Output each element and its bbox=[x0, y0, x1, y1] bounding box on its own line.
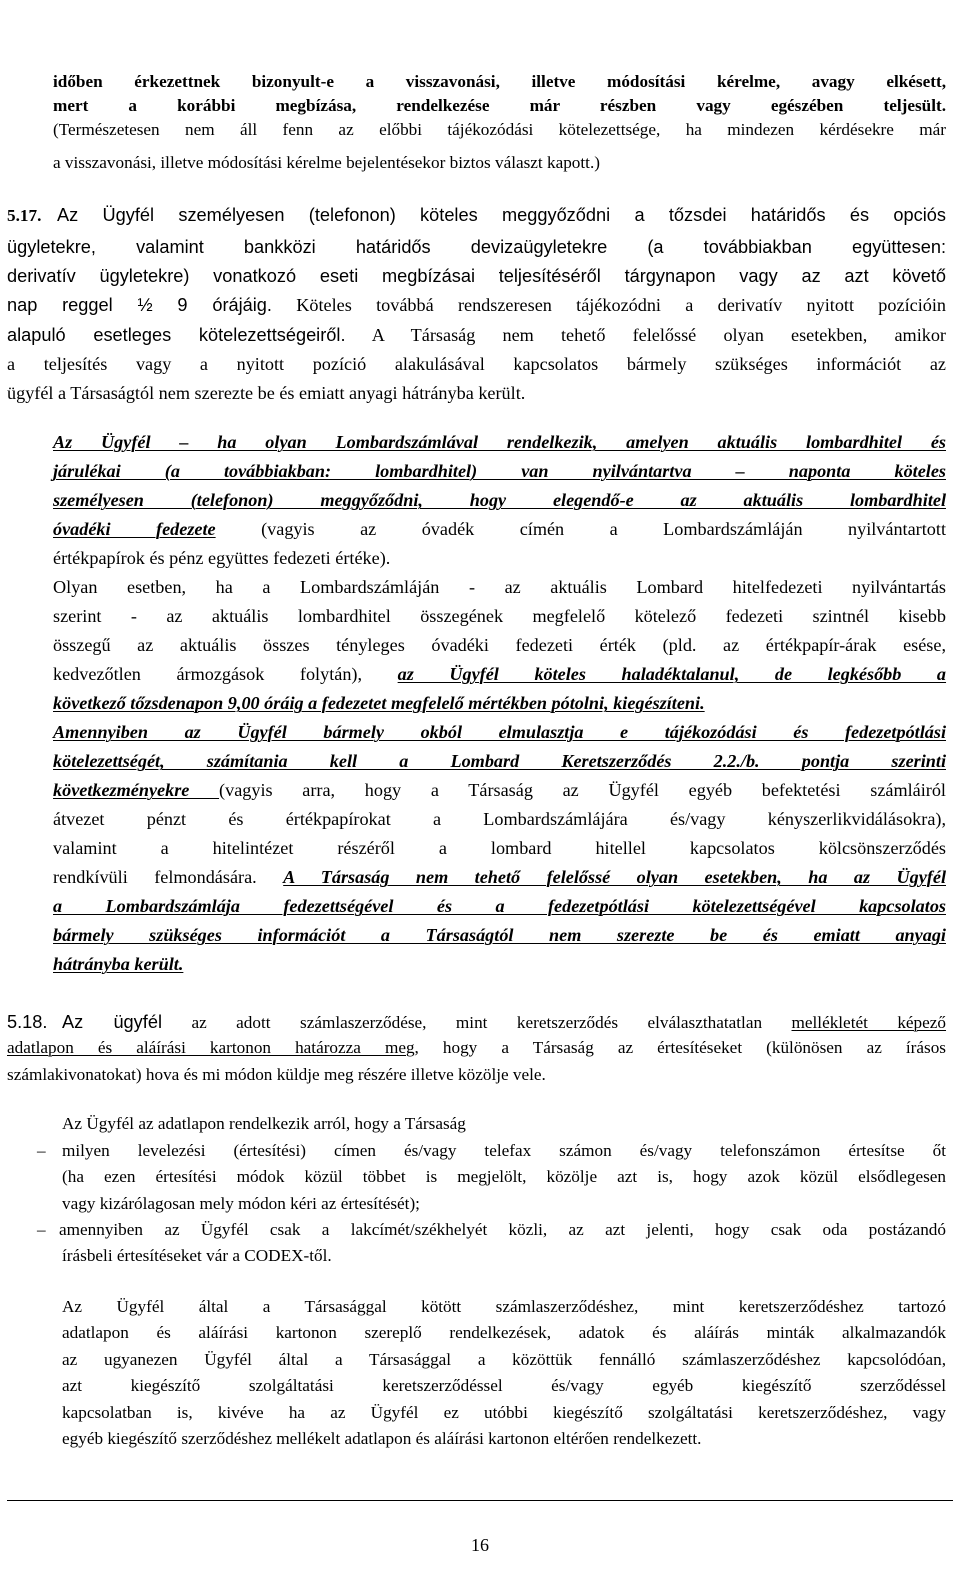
text-line: az ugyanezen Ügyfél által a Társasággal a közöttük fennálló számlaszerződéshez kapcsolódóan, bbox=[62, 1350, 946, 1369]
text-line: bármely szükséges információt a Társaságtól nem szerezte be és emiatt anyagi bbox=[53, 925, 946, 945]
text-line: egyéb kiegészítő szerződéshez mellékelt adatlapon és aláírási kartonon eltérően rendelkezett. bbox=[62, 1429, 702, 1448]
text-line: (Természetesen nem áll fenn az előbbi tájékozódási kötelezettsége, ha mindezen kérdésekre már bbox=[53, 120, 946, 139]
text-line: átvezet pénzt és értékpapírokat a Lombardszámlájára és/vagy kényszerlikvidálásokra), bbox=[53, 809, 946, 829]
list-item-line: vagy kizárólagosan mely módon kéri az értesítését); bbox=[62, 1194, 420, 1213]
text-line: következő tőzsdenapon 9,00 óráig a fedezetet megfelelő mértékben pótolni, kiegészíteni. bbox=[53, 693, 705, 713]
text-line: időben érkezettnek bizonyult-e a visszavonási, illetve módosítási kérelme, avagy elkésett, bbox=[53, 72, 946, 91]
text-line: hátrányba került. bbox=[53, 954, 184, 974]
text-line: azt kiegészítő szolgáltatási keretszerződéssel és/vagy egyéb kiegészítő szerződéssel bbox=[62, 1376, 946, 1395]
text-line: adatlapon és aláírási kartonon határozza meg, hogy a Társaság az értesítéseket (különösen az írásos bbox=[7, 1038, 946, 1057]
bullet-dash: – bbox=[37, 1220, 46, 1239]
text-line: következményekre (vagyis arra, hogy a Társaság az Ügyfél egyéb befektetési számláiról bbox=[53, 780, 946, 800]
text-line: a Lombardszámlája fedezettségével és a fedezetpótlási kötelezettségével kapcsolatos bbox=[53, 896, 946, 916]
text-line: a teljesítés vagy a nyitott pozíció alakulásával kapcsolatos bármely szükséges információt az bbox=[7, 354, 946, 374]
text-line: alapuló esetleges kötelezettségeiről. A Társaság nem tehető felelőssé olyan esetekben, amikor bbox=[7, 325, 946, 345]
text-line: kapcsolatban is, kivéve ha az Ügyfél ez utóbbi kiegészítő szolgáltatási keretszerződéshez, vagy bbox=[62, 1403, 946, 1422]
text-line: a visszavonási, illetve módosítási kérelme bejelentésekor biztos választ kapott.) bbox=[53, 153, 600, 172]
text-line: összegű az aktuális összes tényleges óvadéki fedezeti érték (pld. az értékpapír-árak esése, bbox=[53, 635, 946, 655]
text-line: járulékai (a továbbiakban: lombardhitel) van nyilvántartva – naponta köteles bbox=[53, 461, 946, 481]
text-line: adatlapon és aláírási kartonon szereplő rendelkezések, adatok és aláírás minták alkalmazandók bbox=[62, 1323, 946, 1342]
text-line: mert a korábbi megbízása, rendelkezése már részben vagy egészében teljesült. bbox=[53, 96, 946, 115]
list-item-line: (ha ezen értesítési módok közül többet is megjelölt, közölje azt is, hogy azok közül elsődlegesen bbox=[62, 1167, 946, 1186]
text-line: rendkívüli felmondására. A Társaság nem tehető felelőssé olyan esetekben, ha az Ügyfél bbox=[53, 867, 946, 887]
text-line: óvadéki fedezete (vagyis az óvadék címén a Lombardszámláján nyilvántartott bbox=[53, 519, 946, 539]
text-line: számlakivonatokat) hova és mi módon küldje meg részére illetve közölje vele. bbox=[7, 1065, 546, 1084]
section-number: 5.18. bbox=[7, 1012, 48, 1032]
list-item-line: milyen levelezési (értesítési) címen és/vagy telefax számon és/vagy telefonszámon értesítse őt bbox=[62, 1141, 946, 1160]
text-line: derivatív ügyletekre) vonatkozó eseti megbízásai teljesítéséről tárgynapon vagy az azt követő bbox=[7, 266, 946, 286]
text-line: valamint a hitelintézet részéről a lombard hitellel kapcsolatos kölcsönszerződés bbox=[53, 838, 946, 858]
footer-divider bbox=[7, 1500, 953, 1501]
text-line: Az ügyfél az adott számlaszerződése, mint keretszerződés elválaszthatatlan mellékletét képező bbox=[62, 1012, 947, 1032]
text-line: Az Ügyfél az adatlapon rendelkezik arról, hogy a Társaság bbox=[62, 1114, 466, 1133]
bullet-dash: – bbox=[37, 1141, 46, 1160]
text-line: Amennyiben az Ügyfél bármely okból elmulasztja e tájékozódási és fedezetpótlási bbox=[53, 722, 946, 742]
text-line: Olyan esetben, ha a Lombardszámláján - az aktuális Lombard hitelfedezeti nyilvántartás bbox=[53, 577, 946, 597]
list-item-line: írásbeli értesítéseket vár a CODEX-től. bbox=[62, 1246, 332, 1265]
text-line: kötelezettségét, számítania kell a Lombard Keretszerződés 2.2./b. pontja szerinti bbox=[53, 751, 946, 771]
text-line: szerint - az aktuális lombardhitel összegének megfelelő kötelező fedezeti szintnél kisebb bbox=[53, 606, 946, 626]
text-line: ügyfél a Társaságtól nem szerezte be és emiatt anyagi hátrányba került. bbox=[7, 383, 526, 403]
section-number: 5.17. bbox=[7, 206, 42, 225]
list-item-line: amennyiben az Ügyfél csak a lakcímét/székhelyét közli, az azt jelenti, hogy csak oda postázandó bbox=[59, 1220, 946, 1239]
text-line: Az Ügyfél – ha olyan Lombardszámlával rendelkezik, amelyen aktuális lombardhitel és bbox=[53, 432, 946, 452]
text-line: nap reggel ½ 9 órájáig. Köteles továbbá rendszeresen tájékozódni a derivatív nyitott pozícióin bbox=[7, 295, 946, 315]
text-line: Az Ügyfél által a Társasággal kötött számlaszerződéshez, mint keretszerződéshez tartozó bbox=[62, 1297, 946, 1316]
text-line: értékpapírok és pénz együttes fedezeti értéke). bbox=[53, 548, 391, 568]
text-line: Az Ügyfél személyesen (telefonon) köteles meggyőződni a tőzsdei határidős és opciós bbox=[57, 205, 946, 225]
text-line: ügyletekre, valamint bankközi határidős devizaügyletekre (a továbbiakban együttesen: bbox=[7, 237, 946, 257]
text-line: kedvezőtlen ármozgások folytán), az Ügyfél köteles haladéktalanul, de legkésőbb a bbox=[53, 664, 947, 684]
text-line: személyesen (telefonon) meggyőződni, hogy elegendő-e az aktuális lombardhitel bbox=[53, 490, 946, 510]
page-number: 16 bbox=[471, 1535, 489, 1555]
